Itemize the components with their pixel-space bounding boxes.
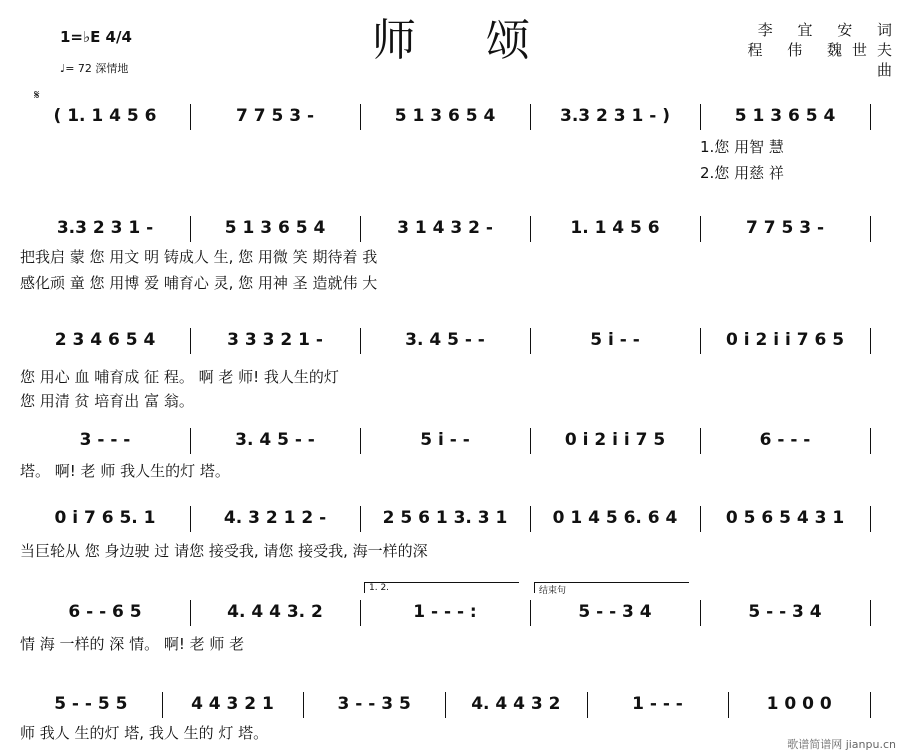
measure: 3. 4 5 - - — [405, 330, 485, 350]
bar-line — [190, 428, 191, 454]
measure: 1 0 0 0 — [766, 694, 832, 714]
measure: 6 - - - — [759, 430, 811, 450]
measure: 3.3 2 3 1 - — [56, 218, 154, 238]
measure: 0 i 2 i i 7 5 — [564, 430, 666, 450]
bar-line — [700, 328, 701, 354]
bar-line — [530, 104, 531, 130]
measure: 3 3 3 2 1 - — [227, 330, 323, 350]
measure: 5 - - 3 4 — [578, 602, 652, 622]
lyric-text: 把我启 蒙 您 用文 明 铸成人 生, 您 用微 笑 期待着 我 — [20, 248, 378, 266]
lyric-line — [20, 722, 870, 742]
bar-line — [190, 328, 191, 354]
tempo-marking: ♩= 72 深情地 — [60, 62, 129, 75]
measure: 2 3 4 6 5 4 — [54, 330, 156, 350]
score-row — [20, 506, 870, 530]
bar-line — [700, 216, 701, 242]
lyric-line — [20, 246, 870, 266]
bar-line — [360, 216, 361, 242]
lyric-line — [20, 540, 870, 560]
bar-line — [870, 104, 871, 130]
measure: 5 1 3 6 5 4 — [394, 106, 496, 126]
lyric-text: 您 用清 贫 培育出 富 翁。 — [20, 392, 194, 410]
measure: 0 5 6 5 4 3 1 — [725, 508, 845, 528]
measure: 3 1 4 3 2 - — [397, 218, 493, 238]
bar-line — [587, 692, 588, 718]
lyricist: 李 宜 安 词 — [757, 21, 902, 39]
bar-line — [360, 600, 361, 626]
bar-line — [530, 216, 531, 242]
segno-sign: 𝄋 — [34, 88, 40, 103]
measure: 4. 4 4 3 2 — [471, 694, 561, 714]
measure: 5 - - 5 5 — [54, 694, 128, 714]
lyric-text: 您 用心 血 哺育成 征 程。 啊 老 师! 我人生的灯 — [20, 368, 339, 386]
lyric-text: 师 我人 生的灯 塔, 我人 生的 灯 塔。 — [20, 724, 269, 742]
score-row — [20, 600, 870, 624]
measure: 1 - - - : — [413, 602, 477, 622]
measure: 4. 4 4 3. 2 — [227, 602, 323, 622]
score-row — [20, 428, 870, 452]
measure: 4. 3 2 1 2 - — [223, 508, 327, 528]
bar-line — [700, 506, 701, 532]
measure: 3 - - - — [79, 430, 131, 450]
lyric-text: 塔。 啊! 老 师 我人生的灯 塔。 — [20, 462, 230, 480]
lyric-text: 2.您 用慈 祥 — [700, 164, 784, 182]
bar-line — [870, 600, 871, 626]
score-row — [20, 692, 870, 716]
bar-line — [870, 692, 871, 718]
lyric-line — [20, 162, 870, 182]
bar-line — [870, 216, 871, 242]
measure: 1. 1 4 5 6 — [570, 218, 660, 238]
measure: 5 1 3 6 5 4 — [224, 218, 326, 238]
measure: 3. 4 5 - - — [235, 430, 315, 450]
measure: 5 i - - — [420, 430, 470, 450]
bar-line — [360, 506, 361, 532]
measure: 1 - - - — [632, 694, 683, 714]
score-row — [20, 104, 870, 128]
bar-line — [530, 600, 531, 626]
bar-line — [360, 428, 361, 454]
bar-line — [445, 692, 446, 718]
lyric-line — [20, 390, 870, 410]
score-row — [20, 328, 870, 352]
lyric-line — [20, 272, 870, 292]
bar-line — [530, 428, 531, 454]
measure: 7 7 5 3 - — [745, 218, 825, 238]
measure: 3 - - 3 5 — [337, 694, 411, 714]
key-signature: 1=♭E 4/4 — [60, 28, 132, 46]
lyric-text: 1.您 用智 慧 — [700, 138, 784, 156]
bar-line — [870, 506, 871, 532]
lyric-text: 情 海 一样的 深 情。 啊! 老 师 老 — [20, 635, 245, 653]
lyric-line — [20, 366, 870, 386]
measure: 5 1 3 6 5 4 — [734, 106, 836, 126]
composer: 程 伟 魏世夫 曲 — [747, 41, 902, 79]
lyric-text: 感化顽 童 您 用博 爱 哺育心 灵, 您 用神 圣 造就伟 大 — [20, 274, 378, 292]
bar-line — [530, 506, 531, 532]
measure: 3.3 2 3 1 - ) — [559, 106, 671, 126]
measure: 0 i 2 i i 7 6 5 — [725, 330, 845, 350]
measure: 4 4 3 2 1 — [191, 694, 274, 714]
bar-line — [360, 104, 361, 130]
measure: 0 i 7 6 5. 1 — [54, 508, 156, 528]
bar-line — [700, 104, 701, 130]
watermark: 歌谱简谱网 jianpu.cn — [787, 738, 896, 751]
lyric-line — [20, 633, 870, 653]
volta-bracket: 结束句 — [534, 582, 689, 593]
volta-bracket: 1. 2. — [364, 582, 519, 593]
song-title: 师颂 — [372, 15, 600, 66]
bar-line — [360, 328, 361, 354]
measure: 0 1 4 5 6. 6 4 — [552, 508, 678, 528]
lyric-line — [20, 136, 870, 156]
measure: 2 5 6 1 3. 3 1 — [382, 508, 508, 528]
bar-line — [700, 600, 701, 626]
bar-line — [190, 104, 191, 130]
measure: ( 1. 1 4 5 6 — [53, 106, 157, 126]
bar-line — [870, 328, 871, 354]
bar-line — [190, 216, 191, 242]
score-row — [20, 216, 870, 240]
bar-line — [530, 328, 531, 354]
measure: 7 7 5 3 - — [235, 106, 315, 126]
bar-line — [190, 600, 191, 626]
bar-line — [728, 692, 729, 718]
bar-line — [700, 428, 701, 454]
measure: 6 - - 6 5 — [68, 602, 142, 622]
lyric-text: 当巨轮从 您 身边驶 过 请您 接受我, 请您 接受我, 海一样的深 — [20, 542, 428, 560]
bar-line — [870, 428, 871, 454]
measure: 5 i - - — [590, 330, 640, 350]
bar-line — [190, 506, 191, 532]
credits — [720, 20, 902, 80]
bar-line — [303, 692, 304, 718]
bar-line — [162, 692, 163, 718]
measure: 5 - - 3 4 — [748, 602, 822, 622]
lyric-line — [20, 460, 870, 480]
